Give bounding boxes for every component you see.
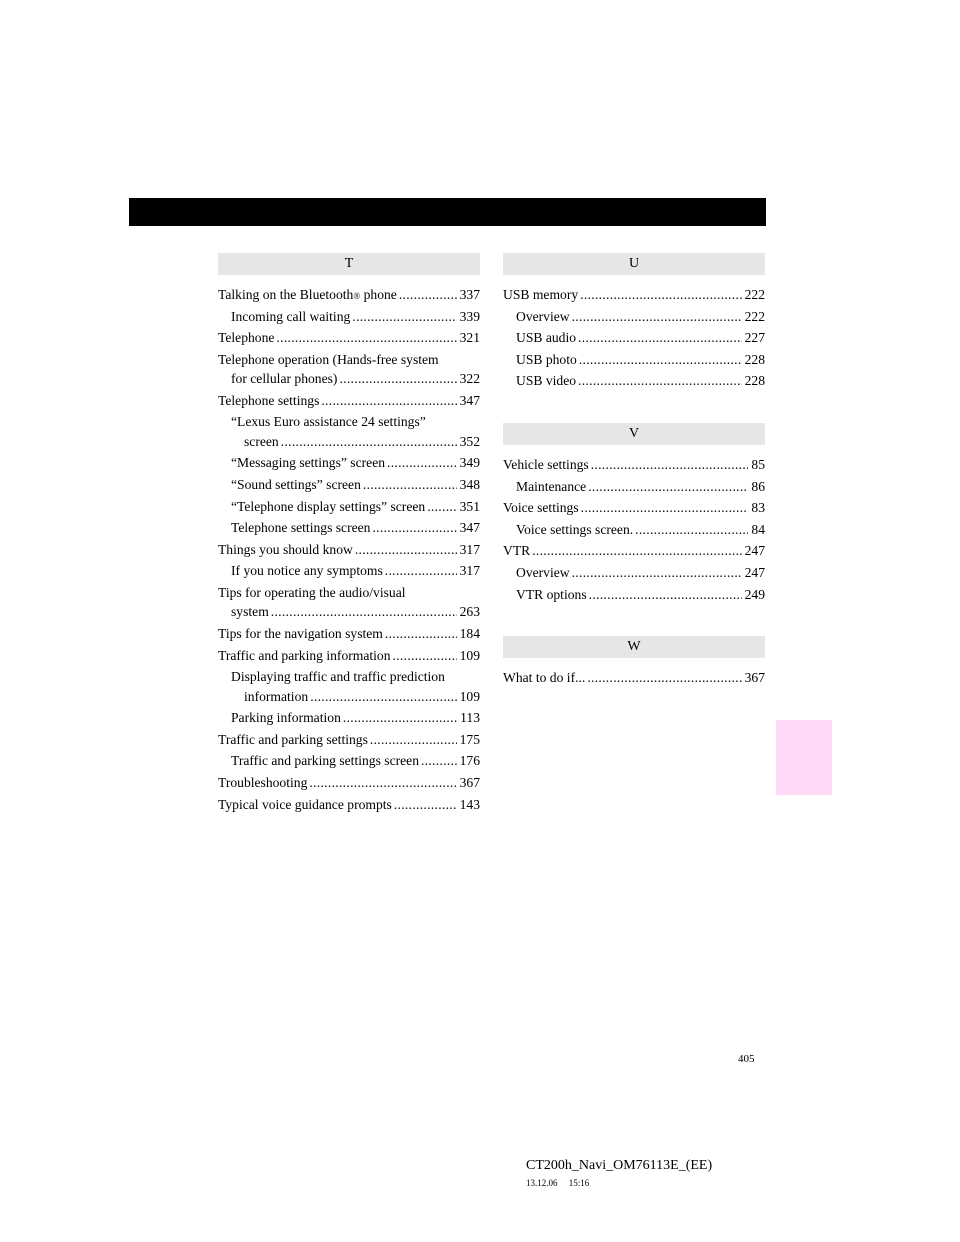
entry-label: Tips for operating the audio/visual	[218, 584, 406, 600]
entry-label: Talking on the Bluetooth	[218, 287, 354, 302]
entry-label: USB video	[516, 373, 577, 389]
entry-page-number: 109	[459, 688, 480, 704]
entry-label: Tips for the navigation system	[218, 625, 383, 641]
dot-leader	[355, 540, 457, 559]
dot-leader	[281, 432, 457, 451]
entry-label: Overview	[516, 564, 570, 580]
entry-label: Troubleshooting	[218, 774, 308, 790]
entry-label: Telephone operation (Hands-free system	[218, 351, 439, 367]
entry-label: “Lexus Euro assistance 24 settings”	[231, 414, 426, 430]
entry-label: What to do if...	[503, 670, 586, 686]
dot-leader	[321, 391, 456, 410]
entry-label: Vehicle settings	[503, 456, 589, 472]
dot-leader	[572, 307, 742, 326]
entry-label: information	[244, 688, 309, 704]
entry-label: Traffic and parking settings	[218, 731, 368, 747]
entry-page-number: 175	[459, 731, 480, 747]
index-entry[interactable]	[218, 328, 480, 347]
entry-page-number: 228	[744, 373, 765, 389]
entry-page-number: 263	[459, 604, 480, 620]
entry-label: Parking information	[231, 710, 341, 726]
dot-leader	[271, 602, 457, 621]
index-subentry[interactable]	[503, 350, 765, 369]
index-entry[interactable]	[218, 350, 480, 389]
index-entry[interactable]	[218, 646, 480, 665]
dot-leader	[578, 371, 742, 390]
entry-page-number: 349	[459, 455, 480, 471]
section-header-w: W	[503, 636, 765, 658]
entry-label: Displaying traffic and traffic prediction	[231, 669, 445, 685]
entry-label: “Telephone display settings” screen	[231, 498, 426, 514]
entry-label: “Messaging settings” screen	[231, 455, 386, 471]
index-subentry[interactable]	[503, 371, 765, 390]
index-entry[interactable]	[218, 730, 480, 749]
entry-page-number: 348	[459, 476, 480, 492]
index-subentry[interactable]	[218, 307, 480, 326]
dot-leader	[399, 285, 457, 304]
index-entry[interactable]	[503, 455, 765, 474]
entry-page-number: 143	[459, 796, 480, 812]
index-subentry[interactable]	[503, 563, 765, 582]
entry-page-number: 321	[459, 330, 480, 346]
entry-page-number: 184	[459, 625, 480, 641]
dot-leader	[421, 751, 457, 770]
entry-page-number: 109	[459, 647, 480, 663]
entry-page-number: 83	[751, 500, 765, 516]
entry-page-number: 247	[744, 564, 765, 580]
footer-timestamp: 13.12.06 15:16	[526, 1178, 590, 1188]
entry-page-number: 317	[459, 541, 480, 557]
entry-label: Maintenance	[516, 478, 587, 494]
index-entry[interactable]	[218, 795, 480, 814]
entry-label: USB audio	[516, 330, 577, 346]
index-subentry[interactable]	[218, 453, 480, 472]
header-bar	[129, 198, 766, 226]
dot-leader	[393, 646, 457, 665]
index-subentry[interactable]	[503, 585, 765, 604]
entry-label: VTR	[503, 543, 531, 559]
entry-page-number: 228	[744, 351, 765, 367]
dot-leader	[578, 328, 742, 347]
dot-leader	[387, 453, 457, 472]
entry-label: USB photo	[516, 351, 577, 367]
index-subentry[interactable]	[218, 412, 480, 451]
dot-leader	[581, 498, 749, 517]
entry-page-number: 322	[459, 371, 480, 387]
entry-label: Incoming call waiting	[231, 308, 351, 324]
section-header-t: T	[218, 253, 480, 275]
entry-label: Telephone settings	[218, 392, 320, 408]
entry-label: Typical voice guidance prompts	[218, 796, 392, 812]
dot-leader	[385, 624, 457, 643]
index-subentry[interactable]	[503, 307, 765, 326]
entry-page-number: 367	[744, 670, 765, 686]
index-entry[interactable]	[218, 624, 480, 643]
entry-page-number: 113	[460, 710, 480, 726]
entry-label: Voice settings screen.	[516, 521, 634, 537]
entry-label: Things you should know	[218, 541, 353, 557]
entry-page-number: 339	[459, 308, 480, 324]
index-entry[interactable]	[218, 583, 480, 622]
entry-label: Overview	[516, 308, 570, 324]
index-subentry[interactable]	[503, 477, 765, 496]
dot-leader	[339, 369, 456, 388]
entry-page-number: 84	[751, 521, 765, 537]
entry-page-number: 247	[744, 543, 765, 559]
index-subentry[interactable]	[218, 751, 480, 770]
index-entry[interactable]	[218, 773, 480, 792]
index-subentry[interactable]	[503, 520, 765, 539]
dot-leader	[427, 497, 456, 516]
index-subentry[interactable]	[218, 561, 480, 580]
entry-label: “Sound settings” screen	[231, 476, 361, 492]
entry-page-number: 222	[744, 308, 765, 324]
section-gap	[503, 606, 765, 636]
entry-page-number: 347	[459, 520, 480, 536]
section-header-u: U	[503, 253, 765, 275]
index-side-tab	[776, 720, 832, 795]
entry-page-number: 347	[459, 392, 480, 408]
dot-leader	[579, 350, 742, 369]
index-column-left	[218, 253, 480, 816]
entry-page-number: 227	[744, 330, 765, 346]
entry-page-number: 85	[751, 456, 765, 472]
dot-leader	[310, 687, 456, 706]
index-entry[interactable]	[218, 391, 480, 410]
index-subentry[interactable]	[218, 667, 480, 706]
dot-leader	[394, 795, 457, 814]
index-entry[interactable]	[503, 498, 765, 517]
entry-label: USB memory	[503, 287, 579, 302]
dot-leader	[309, 773, 456, 792]
dot-leader	[385, 561, 457, 580]
entry-label: Traffic and parking information	[218, 647, 391, 663]
index-column-right	[503, 253, 765, 690]
section-header-v: V	[503, 423, 765, 445]
dot-leader	[532, 541, 741, 560]
entry-page-number: 367	[459, 774, 480, 790]
section-gap	[503, 393, 765, 423]
entry-label: system	[231, 604, 269, 620]
dot-leader	[591, 455, 749, 474]
entry-page-number: 317	[459, 563, 480, 579]
index-subentry[interactable]	[218, 518, 480, 537]
dot-leader	[588, 477, 748, 496]
entry-page-number: 351	[459, 498, 480, 514]
entry-page-number: 86	[751, 478, 765, 494]
entry-label-suffix: phone	[360, 287, 397, 302]
dot-leader	[580, 285, 741, 304]
entry-label: Telephone	[218, 330, 275, 346]
entry-page-number: 249	[744, 586, 765, 602]
index-entry[interactable]	[503, 285, 765, 304]
dot-leader	[372, 518, 456, 537]
index-subentry[interactable]	[503, 328, 765, 347]
entry-page-number: 352	[459, 433, 480, 449]
dot-leader	[587, 668, 741, 687]
entry-label: for cellular phones)	[231, 371, 338, 387]
entry-label: Telephone settings screen	[231, 520, 371, 536]
footer-document-code: CT200h_Navi_OM76113E_(EE)	[526, 1158, 713, 1173]
index-subentry[interactable]	[218, 497, 480, 516]
entry-label: If you notice any symptoms	[231, 563, 383, 579]
index-entry[interactable]	[503, 668, 765, 687]
dot-leader	[370, 730, 457, 749]
index-subentry[interactable]	[218, 708, 480, 727]
entry-page-number: 176	[459, 753, 480, 769]
index-subentry[interactable]	[218, 475, 480, 494]
entry-page-number: 337	[459, 287, 480, 302]
dot-leader	[589, 585, 742, 604]
index-entry[interactable]	[503, 541, 765, 560]
dot-leader	[363, 475, 457, 494]
index-entry[interactable]	[218, 540, 480, 559]
entry-page-number: 222	[744, 287, 765, 302]
entry-label: screen	[244, 433, 279, 449]
index-entry[interactable]: Talking on the Bluetooth ® phone ..... 337	[218, 285, 480, 304]
page-number: 405	[738, 1053, 755, 1065]
dot-leader	[635, 520, 748, 539]
entry-label: Voice settings	[503, 500, 579, 516]
dot-leader	[352, 307, 456, 326]
dot-leader	[572, 563, 742, 582]
dot-leader	[276, 328, 456, 347]
entry-label: Traffic and parking settings screen	[231, 753, 420, 769]
dot-leader	[343, 708, 457, 727]
entry-label: VTR options	[516, 586, 587, 602]
